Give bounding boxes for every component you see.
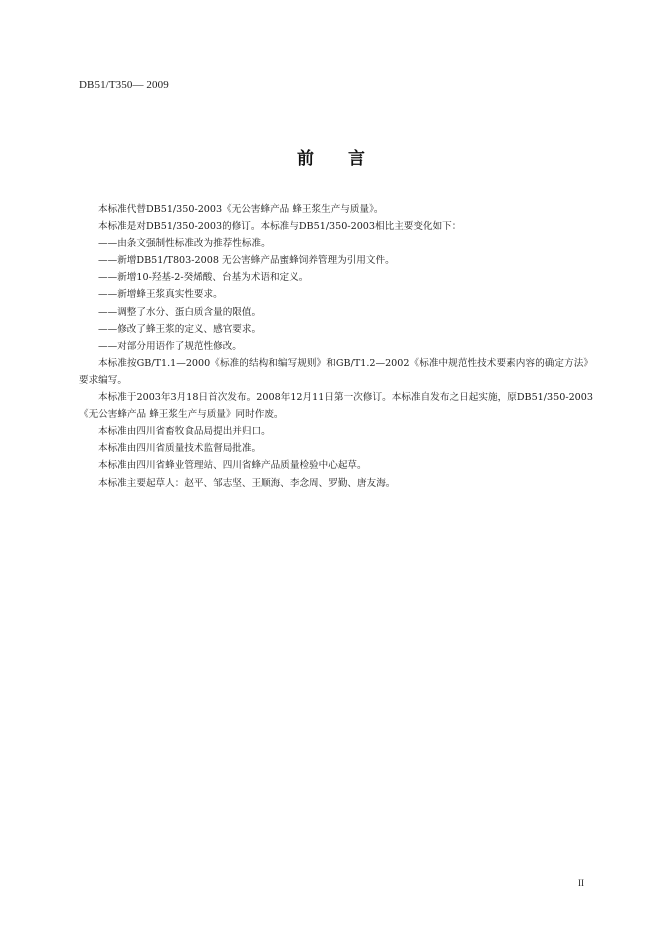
change-item: ——新增10-羟基-2-癸烯酸、台基为术语和定义。 [98, 272, 309, 284]
paragraph-drafting-rules: 本标准按GB/T1.1—2000《标准的结构和编写规则》和GB/T1.2—2002《标准中规范性技术要素内容的确定方法》要求编写。 [79, 357, 593, 386]
paragraph-replaces: 本标准代替DB51/350-2003《无公害蜂产品 蜂王浆生产与质量》。 [98, 204, 384, 215]
foreword-body [79, 201, 593, 492]
page-title: 前言 [297, 149, 399, 169]
paragraph-proposer: 本标准由四川省畜牧食品局提出并归口。 [98, 426, 271, 438]
paragraph-revision: 本标准是对DB51/350-2003的修订。本标准与DB51/350-2003相比主要变化如下： [98, 221, 462, 233]
paragraph-drafters: 本标准主要起草人：赵平、邹志坚、王顺海、李念周、罗勤、唐友海。 [98, 477, 396, 489]
paragraph-approver: 本标准由四川省质量技术监督局批准。 [98, 443, 262, 455]
change-item: ——修改了蜂王浆的定义、感官要求。 [98, 323, 262, 335]
change-item: ——对部分用语作了规范性修改。 [98, 340, 242, 352]
paragraph-drafting-unit: 本标准由四川省蜂业管理站、四川省蜂产品质量检验中心起草。 [98, 460, 367, 472]
document-code: DB51/T350— 2009 [79, 79, 169, 91]
change-item: ——由条文强制性标准改为推荐性标准。 [98, 238, 271, 250]
change-item: ——新增蜂王浆真实性要求。 [98, 289, 223, 301]
page-number: II [578, 878, 584, 888]
change-item: ——新增DB51/T803-2008 无公害蜂产品蜜蜂饲养管理为引用文件。 [98, 255, 395, 267]
change-item: ——调整了水分、蛋白质含量的限值。 [98, 306, 262, 318]
paragraph-release-history: 本标准于2003年3月18日首次发布。2008年12月11日第一次修订。本标准自发布之日起实施，原DB51/350-2003《无公害蜂产品 蜂王浆生产与质量》同时作废。 [79, 392, 593, 421]
